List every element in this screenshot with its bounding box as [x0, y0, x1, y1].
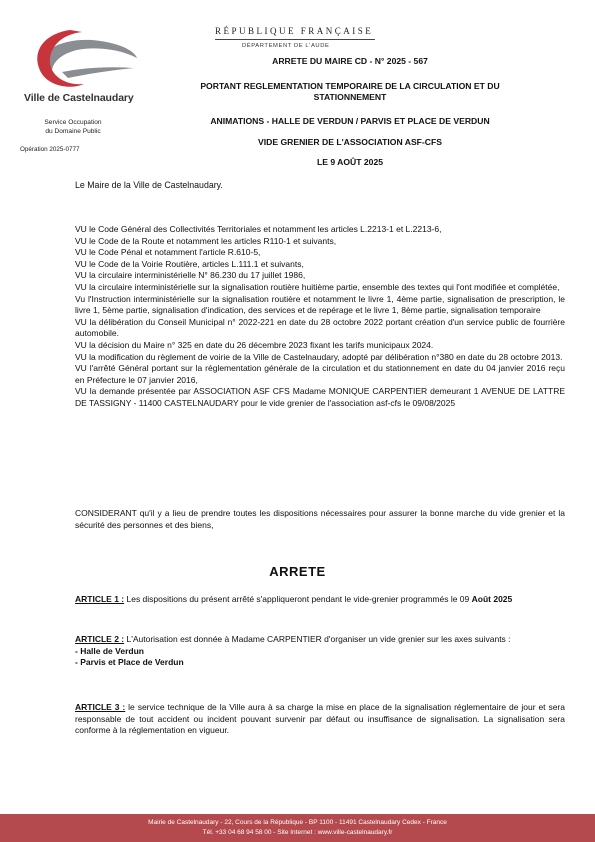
- article-3-text: le service technique de la Ville aura à sa charge la mise en place de la signalisation réglementaire de jour et sera responsable de tout accident ou incident pouvant survenir par défaut ou insuffisance de signalisation. La signalisation sera conforme à la réglementation en vigueur.: [75, 702, 565, 736]
- city-emblem-icon: [22, 24, 142, 92]
- operation-number: Opération 2025-0777: [20, 146, 80, 153]
- article-1-text: Les dispositions du présent arrêté s'appliqueront pendant le vide-grenier programmés le 09: [124, 594, 472, 604]
- vu-item: VU le Code de la Voirie Routière, articles L.111.1 et suivants,: [75, 258, 304, 269]
- article-2-axis: - Parvis et Place de Verdun: [75, 657, 184, 668]
- article-3: [75, 702, 565, 737]
- vu-item: VU la décision du Maire n° 325 en date du 26 décembre 2023 fixant les tarifs municipaux 2024.: [75, 339, 434, 350]
- maire-line: Le Maire de la Ville de Castelnaudary.: [75, 180, 223, 190]
- republique-francaise: RÉPUBLIQUE FRANÇAISE: [215, 26, 374, 36]
- footer-address: Mairie de Castelnaudary - 22, Cours de la République - BP 1100 - 11491 Castelnaudary Cedex - France: [148, 819, 447, 826]
- vu-item: VU le Code Général des Collectivités Territoriales et notamment les articles L.2213-1 et L.2213-6,: [75, 224, 442, 234]
- title-subject: [160, 81, 540, 103]
- arrete-number: ARRETE DU MAIRE CD - N° 2025 - 567: [272, 56, 428, 66]
- vu-item: VU la demande présentée par ASSOCIATION ASF CFS Madame MONIQUE CARPENTIER demeurant 1 AVENUE DE LATTRE DE TASSIGNY - 11400 CASTELNAUDARY pour le vide grenier de l'association asf-cfs le 09/08/2025: [75, 386, 565, 408]
- article-1-label: ARTICLE 1 :: [75, 594, 125, 604]
- title-line-2: PORTANT REGLEMENTATION TEMPORAIRE DE LA CIRCULATION ET DU: [200, 81, 500, 91]
- title-association: VIDE GRENIER DE L'ASSOCIATION ASF-CFS: [258, 137, 442, 147]
- city-logo: [22, 24, 142, 92]
- title-date: LE 9 AOÛT 2025: [316, 157, 384, 167]
- title-line-3: STATIONNEMENT: [313, 92, 387, 102]
- service-label: [18, 118, 128, 136]
- article-1: [75, 594, 565, 606]
- service-line-2: du Domaine Public: [45, 128, 101, 135]
- vu-list: [75, 224, 565, 410]
- article-2-label: ARTICLE 2 :: [75, 634, 125, 644]
- vu-item: VU le Code de la Route et notamment les articles R110-1 et suivants,: [75, 235, 337, 246]
- article-2-axis: - Halle de Verdun: [75, 645, 144, 656]
- article-1-date: Août 2025: [471, 594, 513, 604]
- vu-item: VU l'arrêté Général portant sur la réglementation générale de la circulation et du stationnement en date du 04 janvier 2016 reçu en Préfecture le 07 janvier 2016,: [75, 363, 565, 385]
- header-rule: [215, 39, 375, 40]
- vu-item: Vu l'Instruction interministérielle sur la signalisation routière et notamment le livre 1, 4ème partie, signalisation de prescription, le livre 1, 5ème partie, signalisation d'indication, des services et de repérage et le livre 1, 8ème partie, signalisation temporaire: [75, 293, 565, 316]
- vu-item: VU la modification du règlement de voirie de la Ville de Castelnaudary, adopté par délibération n°380 en date du 28 octobre 2013.: [75, 351, 563, 362]
- vu-item: VU le Code Pénal et notamment l'article R.610-5,: [75, 247, 261, 258]
- considerant: CONSIDERANT qu'il y a lieu de prendre toutes les dispositions nécessaires pour assurer la bonne marche du vide grenier et la sécurité des personnes et des biens,: [75, 508, 565, 530]
- departement: DÉPARTEMENT DE L'AUDE: [242, 43, 330, 49]
- arrete-heading: ARRETE: [269, 564, 326, 579]
- city-name: Ville de Castelnaudary: [24, 92, 134, 104]
- article-2-text: L'Autorisation est donnée à Madame CARPENTIER d'organiser un vide grenier sur les axes suivants :: [124, 634, 511, 644]
- footer-contact: Tél. +33 04 68 94 58 00 - Site Internet : www.ville-castelnaudary.fr: [202, 829, 393, 836]
- vu-item: VU la circulaire interministérielle sur la signalisation routière huitième partie, ensemble des textes qui l'ont modifiée et complétée,: [75, 281, 560, 292]
- vu-item: VU la circulaire interministérielle N° 86.230 du 17 juillet 1986,: [75, 270, 306, 281]
- title-event: ANIMATIONS - HALLE DE VERDUN / PARVIS ET PLACE DE VERDUN: [210, 116, 490, 126]
- service-line-1: Service Occupation: [44, 119, 102, 126]
- footer-bar: [0, 814, 595, 842]
- vu-item: VU la délibération du Conseil Municipal n° 2022-221 en date du 28 octobre 2022 portant création d'un service public de fourrière automobile.: [75, 316, 565, 339]
- article-2: [75, 634, 565, 669]
- article-3-label: ARTICLE 3 :: [75, 702, 126, 712]
